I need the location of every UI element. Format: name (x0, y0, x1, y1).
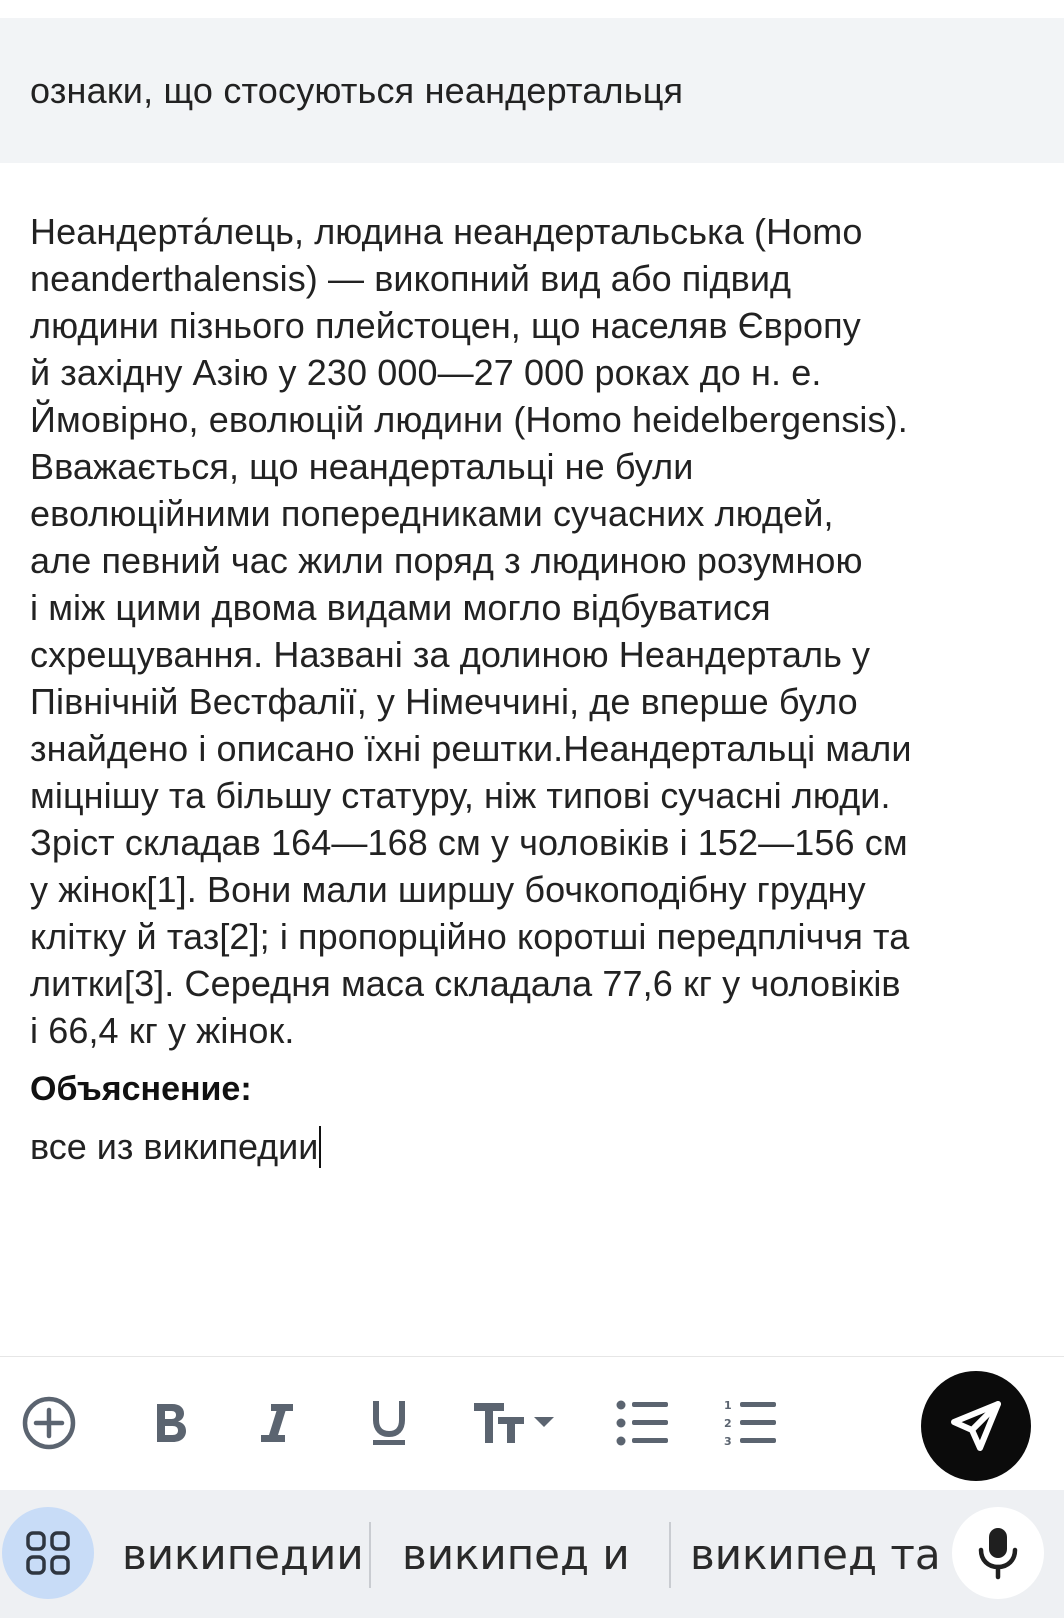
suggestion-2[interactable]: википед и (402, 1529, 630, 1579)
text-size-icon (472, 1399, 558, 1447)
apps-grid-icon (26, 1531, 70, 1575)
keyboard-suggestion-bar (0, 1490, 1064, 1618)
explanation-text[interactable]: все из википедии (30, 1126, 319, 1167)
suggestion-separator (669, 1522, 671, 1588)
numbered-list-icon (724, 1399, 778, 1447)
bulleted-list-icon (616, 1399, 670, 1447)
bold-button[interactable] (146, 1391, 196, 1455)
add-circle-icon (21, 1395, 77, 1451)
numbered-digit-3: 3 (724, 1435, 732, 1447)
numbered-digit-2: 2 (724, 1417, 732, 1430)
question-box (0, 18, 1064, 163)
answer-body[interactable]: Неандерта́лець, людина неандертальська (Homo neanderthalensis) — викопний вид або підвид людини пізнього плейстоцен, що населяв Європу й західну Азію у 230 000—27 000 роках до н. е. Ймовірно, еволюцій людини (Homo heidelbergensis). Вважається, що неандертальці не були еволюційними попередниками сучасних людей, але певний час жили поряд з людиною розумною і між цими двома видами могло відбуватися схрещування. Названі за долиною Неандерталь у Північній Вестфалії, у Німеччині, де вперше було знайдено і описано їхні рештки.Неандертальці мали міцнішу та більшу статуру, ніж типові сучасні люди. Зріст складав 164—168 см у чоловіків і 152—156 см у жінок[1]. Вони мали ширшу бочкоподібну грудну клітку й таз[2]; і пропорційно коротші передпліччя та литки[3]. Середня маса складала 77,6 кг у чоловіків і 66,4 кг у жінок. (30, 211, 912, 1051)
bold-icon (151, 1400, 191, 1446)
numbered-list-button[interactable] (724, 1391, 778, 1455)
send-icon (948, 1398, 1004, 1454)
suggestion-separator (369, 1522, 371, 1588)
answer-editor[interactable] (30, 208, 1040, 1172)
microphone-icon (976, 1526, 1020, 1580)
suggestion-1[interactable]: википедии (122, 1529, 364, 1579)
italic-icon (257, 1400, 297, 1446)
italic-button[interactable] (252, 1391, 302, 1455)
apps-button[interactable] (2, 1507, 94, 1599)
question-text: ознаки, що стосуються неандертальця (30, 69, 684, 111)
microphone-button[interactable] (952, 1507, 1044, 1599)
explanation-heading[interactable]: Объяснение: (30, 1070, 252, 1108)
explanation-line[interactable] (30, 1122, 1040, 1172)
underline-icon (369, 1398, 409, 1448)
text-size-button[interactable] (472, 1391, 558, 1455)
underline-button[interactable] (364, 1391, 414, 1455)
text-caret (319, 1126, 321, 1168)
add-button[interactable] (20, 1391, 78, 1455)
send-button[interactable] (921, 1371, 1031, 1481)
bulleted-list-button[interactable] (616, 1391, 670, 1455)
suggestion-3[interactable]: википед та (690, 1529, 941, 1579)
numbered-digit-1: 1 (724, 1399, 732, 1412)
formatting-toolbar (0, 1357, 1064, 1490)
